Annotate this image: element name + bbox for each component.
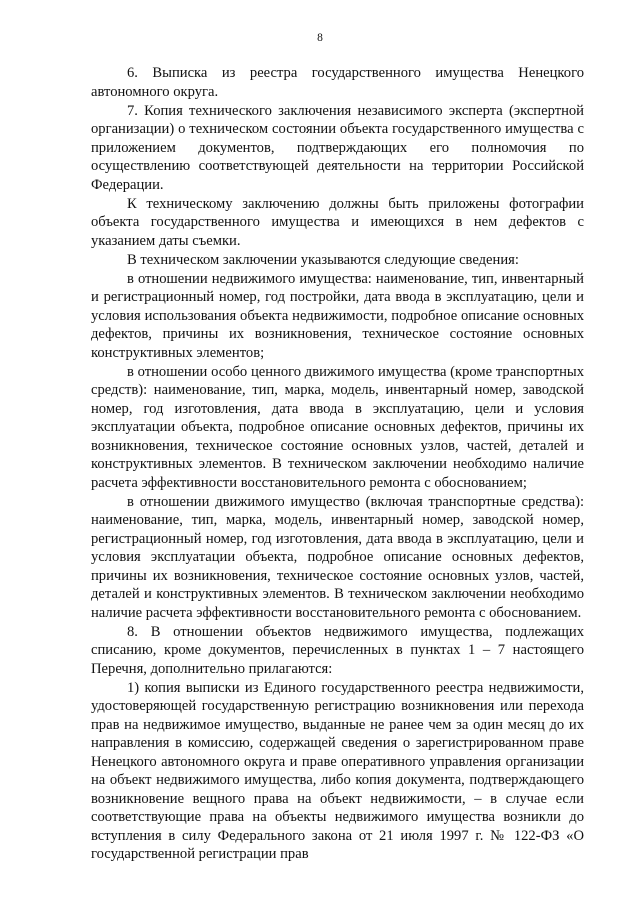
paragraph-valuable-movable-details: в отношении особо ценного движимого имущества (кроме транспортных средств): наименование, тип, марка, модель, инвентарный номер, заводской номер, год изготовления, дата ввода в эксплуатацию, цели и условия эксплуатации объекта, подробное описание основных дефектов, причины их возникновения, техническое состояние основных узлов, частей, деталей и конструктивных элементов. В техническом заключении необходимо наличие расчета эффективности восстановительного ремонта с обоснованием; — [91, 363, 584, 491]
document-body — [91, 64, 584, 864]
paragraph-conclusion-contents-intro: В техническом заключении указываются следующие сведения: — [127, 251, 519, 268]
paragraph-item-7: 7. Копия технического заключения независимого эксперта (экспертной организации) о техническом состоянии объекта государственного имущества с приложением документов, подтверждающих его полномочия по осуществлению соответствующей деятельности на территории Российской Федерации. — [91, 102, 584, 193]
page-number: 8 — [317, 32, 323, 44]
paragraph-item-6: 6. Выписка из реестра государственного имущества Ненецкого автономного округа. — [91, 65, 584, 100]
paragraph-real-estate-details: в отношении недвижимого имущества: наименование, тип, инвентарный и регистрационный номер, год постройки, дата ввода в эксплуатацию, цели и условия использования объекта недвижимости, подробное описание основных дефектов, причины их возникновения, техническое состояние основных конструктивных элементов; — [91, 270, 584, 361]
paragraph-movable-details: в отношении движимого имущество (включая транспортные средства): наименование, тип, марка, модель, инвентарный номер, заводской номер, регистрационный номер, год изготовления, дата ввода в эксплуатацию, цели и условия эксплуатации объекта, подробное описание основных дефектов, причины их возникновения, техническое состояние основных узлов, частей, деталей и конструктивных элементов. В техническом заключении необходимо наличие расчета эффективности восстановительного ремонта с обоснованием. — [91, 493, 584, 621]
paragraph-subitem-1: 1) копия выписки из Единого государственного реестра недвижимости, удостоверяющей государственную регистрацию возникновения или перехода прав на недвижимое имущество, выданные не ранее чем за один месяц до их направления в комиссию, содержащей сведения о зарегистрированном праве Ненецкого автономного округа и праве оперативного управления организации на объект недвижимого имущества, либо копия документа, подтверждающего возникновение вещного права на объект недвижимости, – в случае если соответствующие права на объекты недвижимого имущества возникли до вступления в силу Федерального закона от 21 июля 1997 г. № 122-ФЗ «О государственной регистрации прав — [91, 679, 584, 862]
paragraph-item-8: 8. В отношении объектов недвижимого имущества, подлежащих списанию, кроме документов, перечисленных в пунктах 1 – 7 настоящего Перечня, дополнительно прилагаются: — [91, 623, 584, 677]
paragraph-photos-requirement: К техническому заключению должны быть приложены фотографии объекта государственного имущества и имеющихся в нем дефектов с указанием даты съемки. — [91, 195, 584, 249]
